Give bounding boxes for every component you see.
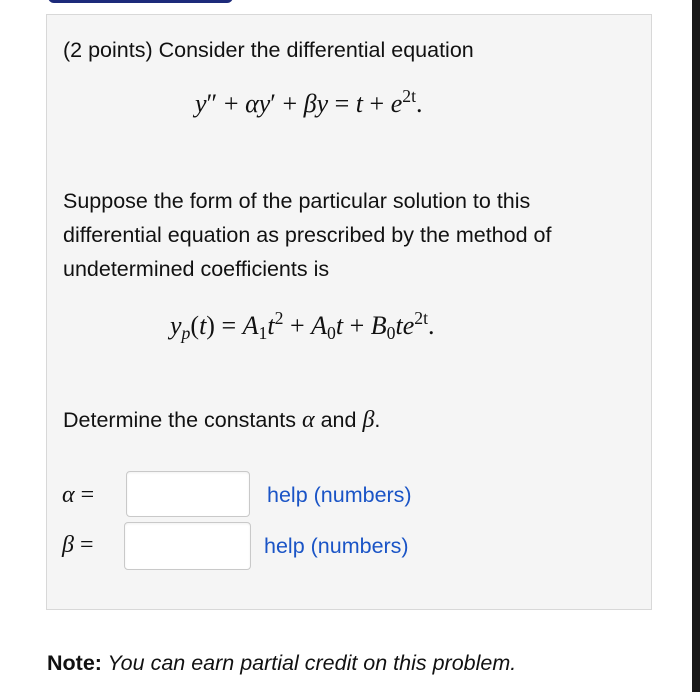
beta-equals: = bbox=[73, 532, 94, 558]
particular-solution-equation bbox=[170, 308, 435, 344]
ps-te: te bbox=[395, 311, 415, 340]
paragraph-line: Suppose the form of the particular solution to this bbox=[63, 189, 531, 213]
alpha-help-link[interactable]: help (numbers) bbox=[267, 483, 412, 507]
ps-A0: A bbox=[311, 311, 328, 340]
ps-sub-p: p bbox=[181, 322, 191, 343]
ps-t3: t bbox=[335, 311, 344, 340]
de-t: t bbox=[355, 89, 364, 118]
paragraph-line: undetermined coefficients is bbox=[63, 257, 330, 281]
ps-sub-1: 1 bbox=[258, 322, 268, 343]
de-y3: y bbox=[316, 89, 329, 118]
de-y: y bbox=[195, 89, 207, 118]
ps-exp-2: 2 bbox=[274, 307, 284, 328]
ps-B0: B bbox=[370, 311, 387, 340]
note-label: Note: bbox=[47, 651, 102, 675]
ps-rparen: ) bbox=[206, 311, 215, 340]
de-y2: y bbox=[258, 89, 271, 118]
ps-sub-0: 0 bbox=[327, 322, 336, 343]
de-plus-1: + bbox=[217, 89, 246, 118]
de-alpha: α bbox=[245, 89, 259, 118]
de-beta: β bbox=[303, 89, 317, 118]
alpha-label bbox=[62, 480, 94, 510]
de-equals: = bbox=[328, 89, 356, 118]
determine-prompt bbox=[63, 405, 380, 435]
beta-help-link[interactable]: help (numbers) bbox=[264, 534, 409, 558]
paragraph-line: differential equation as prescribed by the method of bbox=[63, 223, 552, 247]
partial-credit-note bbox=[47, 649, 516, 677]
determine-prefix: Determine the constants bbox=[63, 408, 303, 432]
de-plus-3: + bbox=[363, 89, 391, 118]
window-edge bbox=[692, 0, 700, 692]
determine-alpha: α bbox=[302, 407, 315, 433]
determine-beta: β bbox=[362, 407, 375, 433]
ps-y: y bbox=[170, 311, 182, 340]
ps-period: . bbox=[428, 311, 435, 340]
de-e: e bbox=[390, 89, 403, 118]
beta-label bbox=[62, 530, 94, 560]
de-prime: ′ bbox=[270, 89, 276, 118]
ps-plus-1: + bbox=[283, 311, 312, 340]
ps-A1: A bbox=[242, 311, 259, 340]
note-text: You can earn partial credit on this problem. bbox=[101, 651, 517, 675]
ps-equals: = bbox=[214, 311, 243, 340]
ps-plus-2: + bbox=[343, 311, 371, 340]
ps-exp-2t: 2t bbox=[414, 307, 429, 328]
differential-equation bbox=[195, 86, 423, 122]
ps-sub-b0: 0 bbox=[386, 322, 396, 343]
determine-and: and bbox=[314, 408, 363, 432]
de-double-prime: ″ bbox=[206, 89, 218, 118]
beta-input[interactable] bbox=[124, 522, 251, 570]
ps-t: t bbox=[199, 311, 207, 340]
ps-lparen: ( bbox=[190, 311, 200, 340]
ps-t2: t bbox=[267, 311, 275, 340]
de-plus-2: + bbox=[275, 89, 304, 118]
alpha-input[interactable] bbox=[126, 471, 250, 517]
alpha-equals: = bbox=[74, 482, 95, 508]
beta-symbol: β bbox=[62, 532, 74, 558]
alpha-symbol: α bbox=[62, 482, 75, 508]
problem-paragraph bbox=[63, 184, 633, 286]
problem-intro: (2 points) Consider the differential equation bbox=[63, 38, 474, 62]
header-tab-bar bbox=[48, 0, 233, 3]
de-period: . bbox=[416, 89, 423, 118]
de-exponent: 2t bbox=[402, 85, 416, 106]
determine-period: . bbox=[374, 408, 381, 432]
